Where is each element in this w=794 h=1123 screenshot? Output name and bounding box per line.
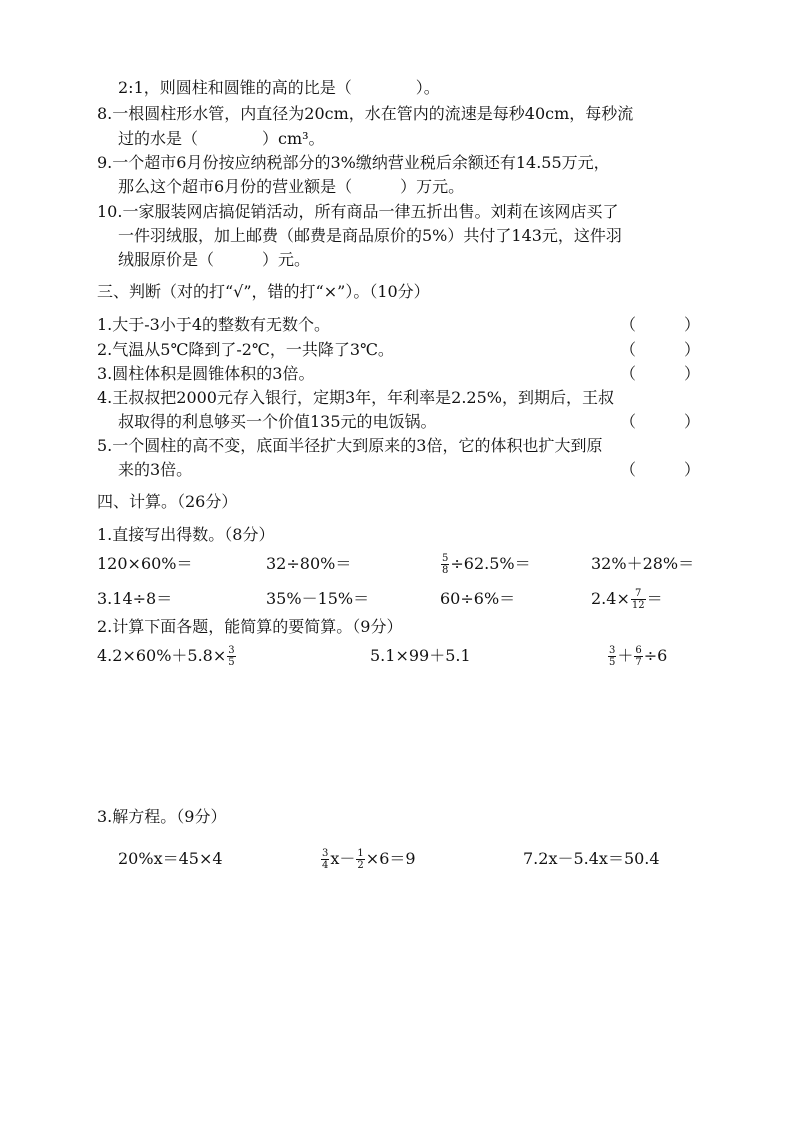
subheading-direct: 1.直接写出得数。（8分） <box>97 525 275 544</box>
item-number: 8. <box>97 104 113 123</box>
calc-problem: 2.4× $\frac{7}{12}$ ＝ <box>591 588 663 611</box>
judge-item-2: 2.气温从5℃降到了-2℃，一共降了3℃。 <box>97 340 394 359</box>
fill-item-9-line2: 那么这个超市6月份的营业额是（ ）万元。 <box>118 177 465 196</box>
judge-item-4-line2: 叔取得的利息够买一个价值135元的电饭锅。 <box>118 412 437 431</box>
answer-paren[interactable]: （ ） <box>620 315 701 334</box>
fraction: $\frac{3}{4}$ <box>322 848 329 871</box>
judge-item-5-line2: 来的3倍。 <box>118 460 193 479</box>
calc-problem: $\frac{3}{5}$ ＋ $\frac{6}{7}$ ÷6 <box>609 645 668 668</box>
equation: 20%x＝45×4 <box>118 849 223 868</box>
calc-problem: 120×60%＝ <box>97 554 193 573</box>
equation: $\frac{3}{4}$ x－ $\frac{1}{2}$ ×6＝9 <box>322 848 416 871</box>
fill-item-10-line3: 绒服原价是（ ）元。 <box>118 250 311 269</box>
section-heading-calc: 四、计算。（26分） <box>97 492 238 511</box>
subheading-simplify: 2.计算下面各题，能简算的要简算。（9分） <box>97 617 403 636</box>
fraction: $\frac{1}{2}$ <box>357 848 364 871</box>
item-number: 9. <box>97 153 113 172</box>
fill-item-7-tail: 2:1，则圆柱和圆锥的高的比是（ ）。 <box>118 78 440 97</box>
fill-item-10-line2: 一件羽绒服，加上邮费（邮费是商品原价的5%）共付了143元，这件羽 <box>118 226 622 245</box>
answer-paren[interactable]: （ ） <box>620 412 701 431</box>
answer-paren[interactable]: （ ） <box>620 364 701 383</box>
judge-item-3: 3.圆柱体积是圆锥体积的3倍。 <box>97 364 315 383</box>
subheading-equations: 3.解方程。（9分） <box>97 807 227 826</box>
section-heading-judge: 三、判断（对的打“√”，错的打“×”）。（10分） <box>97 282 430 301</box>
fill-item-8-line2: 过的水是（ ）cm³。 <box>118 129 325 148</box>
calc-problem: 32÷80%＝ <box>266 554 352 573</box>
item-number: 10. <box>97 202 123 221</box>
calc-problem: $\frac{5}{8}$ ÷62.5%＝ <box>442 553 531 576</box>
calc-problem: 60÷6%＝ <box>440 589 516 608</box>
fraction: $\frac{3}{5}$ <box>609 645 616 668</box>
judge-item-4-line1: 4.王叔叔把2000元存入银行，定期3年，年利率是2.25%，到期后，王叔 <box>97 388 614 407</box>
equation: 7.2x－5.4x＝50.4 <box>523 849 660 868</box>
fraction: $\frac{6}{7}$ <box>635 645 642 668</box>
answer-paren[interactable]: （ ） <box>620 460 701 479</box>
fill-item-10-line1: 10.一家服装网店搞促销活动，所有商品一律五折出售。刘莉在该网店买了 <box>97 202 619 221</box>
fraction: $\frac{7}{12}$ <box>631 588 645 611</box>
calc-problem: 3.14÷8＝ <box>97 589 173 608</box>
judge-item-1: 1.大于-3小于4的整数有无数个。 <box>97 315 331 334</box>
fill-item-9-line1: 9.一个超市6月份按应纳税部分的3%缴纳营业税后余额还有14.55万元， <box>97 153 610 172</box>
calc-problem: 5.1×99＋5.1 <box>370 646 471 665</box>
judge-item-5-line1: 5.一个圆柱的高不变，底面半径扩大到原来的3倍，它的体积也扩大到原 <box>97 436 603 455</box>
answer-paren[interactable]: （ ） <box>620 340 701 359</box>
calc-problem: 4.2×60%＋5.8× $\frac{3}{5}$ <box>97 645 235 668</box>
fill-item-8-line1: 8.一根圆柱形水管，内直径为20cm，水在管内的流速是每秒40cm，每秒流 <box>97 104 634 123</box>
fraction: $\frac{3}{5}$ <box>228 645 235 668</box>
fraction: $\frac{5}{8}$ <box>442 553 449 576</box>
calc-problem: 32%＋28%＝ <box>591 554 695 573</box>
calc-problem: 35%－15%＝ <box>266 589 370 608</box>
